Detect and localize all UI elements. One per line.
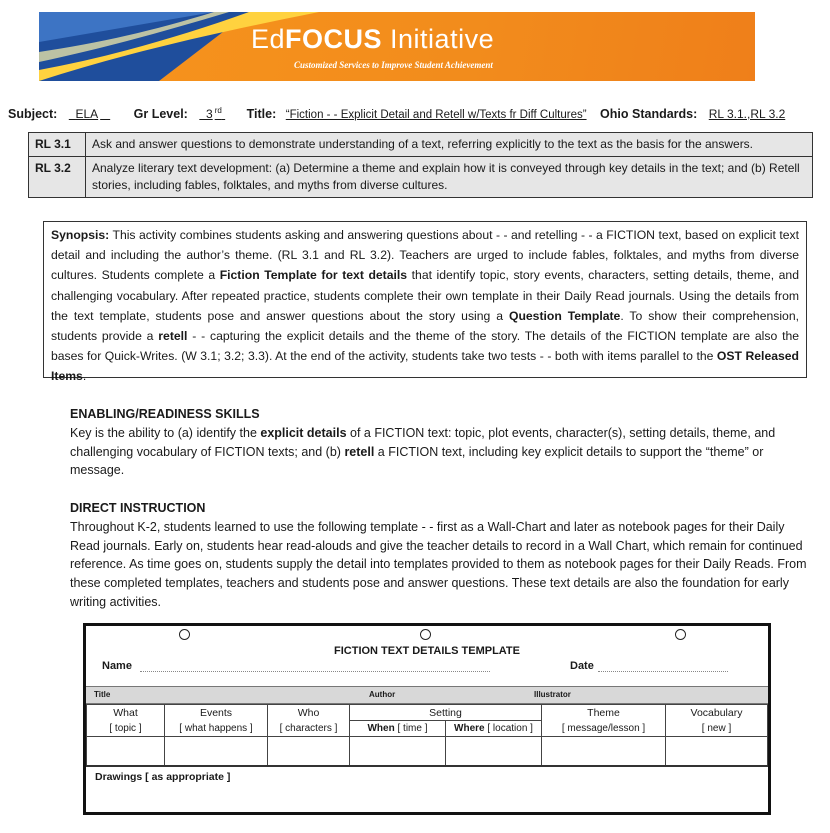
enabling-readiness-section xyxy=(70,405,810,480)
title-label: Title: xyxy=(246,107,277,121)
vocabulary-cell xyxy=(666,737,768,767)
binder-hole-icon xyxy=(420,629,431,640)
when-subheader: When [ time ] xyxy=(350,721,446,737)
date-label: Date xyxy=(570,660,594,672)
ohio-standards-label: Ohio Standards: xyxy=(600,107,698,121)
synopsis-label: Synopsis: xyxy=(51,228,110,242)
theme-subheader: [ message/lesson ] xyxy=(542,721,666,737)
grade-value: 3 $^{rd}$ xyxy=(206,106,222,121)
section-heading: DIRECT INSTRUCTION xyxy=(70,501,206,515)
standard-text: Ask and answer questions to demonstrate understanding of a text, referring explicitly to the text as the basis for the answers. xyxy=(86,133,813,157)
title-author-bar xyxy=(86,686,768,704)
section-body: Throughout K-2, students learned to use the following template - - first as a Wall-Chart and later as notebook pages for their Daily Read journals. Early on, students hear read-alouds and give the teacher details to record in a Wall Chart, which remain for continued reference. As time goes on, students supply the detail into templates provided to them as notebook pages for their Daily Reads. From these completed templates, teachers and students pose and answer questions. These text details are also the foundation for early writing activities. xyxy=(70,519,807,609)
subject-line xyxy=(8,106,830,121)
theme-header: Theme xyxy=(542,705,666,721)
where-cell xyxy=(446,737,542,767)
standard-row xyxy=(29,157,813,198)
who-header: Who xyxy=(268,705,350,721)
subject-value: ELA xyxy=(75,107,99,121)
events-header: Events xyxy=(165,705,268,721)
brand-logo-text: EdFOCUS Initiative xyxy=(251,24,495,54)
illustrator-field-label: Illustrator xyxy=(534,690,571,699)
when-cell xyxy=(350,737,446,767)
edfocus-banner xyxy=(39,12,755,81)
who-subheader: [ characters ] xyxy=(268,721,350,737)
what-cell xyxy=(87,737,165,767)
direct-instruction-section xyxy=(70,499,810,612)
standard-text: Analyze literary text development: (a) Determine a theme and explain how it is conveyed through key details in the text; and (b) Retell stories, including fables, folktales, and myths from diverse cultures. xyxy=(86,157,813,198)
vocabulary-header: Vocabulary xyxy=(666,705,768,721)
title-field-label: Title xyxy=(94,690,111,699)
where-subheader: Where [ location ] xyxy=(446,721,542,737)
standards-table xyxy=(28,132,813,198)
template-entry-row xyxy=(87,737,768,767)
name-line xyxy=(140,671,490,672)
who-cell xyxy=(268,737,350,767)
section-heading: ENABLING/READINESS SKILLS xyxy=(70,407,260,421)
drawings-label: Drawings [ as appropriate ] xyxy=(95,771,231,783)
synopsis-box: Synopsis: This activity combines students asking and answering questions about - - and retelling - - a FICTION text, based on explicit text detail and including the author’s theme. (RL 3.1 and RL 3.2). Teachers are urged to include fables, folktales, and myths from diverse cultures. Students complete a Fiction Template for text details that identify topic, story events, characters, setting details, theme, and challenging vocabulary. After repeated practice, students complete their own template in their Daily Read journals. Using the details from the text template, students pose and answer questions about the story using a Question Template. To show their comprehension, students provide a retell - - capturing the explicit details and the theme of the story. The details of the FICTION template are also the bases for Quick-Writes. (W 3.1; 3.2; 3.3). At the end of the activity, students take two tests - - both with items parallel to the OST Released Items. xyxy=(43,221,807,378)
template-grid xyxy=(86,704,768,767)
standard-code: RL 3.1 xyxy=(29,133,86,157)
binder-hole-icon xyxy=(179,629,190,640)
template-subheader-row xyxy=(87,721,768,737)
vocabulary-subheader: [ new ] xyxy=(666,721,768,737)
binder-hole-icon xyxy=(675,629,686,640)
title-value: “Fiction - - Explicit Detail and Retell w/Texts fr Diff Cultures” xyxy=(285,109,587,121)
template-title: FICTION TEXT DETAILS TEMPLATE xyxy=(334,645,520,657)
ohio-standards-value: RL 3.1.,RL 3.2 xyxy=(708,107,786,121)
date-line xyxy=(598,671,728,672)
standard-code: RL 3.2 xyxy=(29,157,86,198)
grade-label: Gr Level: xyxy=(133,107,188,121)
subject-label: Subject: xyxy=(8,107,58,121)
section-body: Key is the ability to (a) identify the explicit details of a FICTION text: topic, plot events, character(s), setting details, theme, and challenging vocabulary of FICTION texts; and (b) retell a FICTION text, including key explicit details to support the “theme” or message. xyxy=(70,425,776,478)
fiction-details-template xyxy=(83,623,771,815)
what-subheader: [ topic ] xyxy=(87,721,165,737)
events-subheader: [ what happens ] xyxy=(165,721,268,737)
standard-row xyxy=(29,133,813,157)
events-cell xyxy=(165,737,268,767)
template-header-row xyxy=(87,705,768,721)
brand-tagline: Customized Services to Improve Student Achievement xyxy=(294,60,493,70)
name-label: Name xyxy=(102,660,132,672)
what-header: What xyxy=(87,705,165,721)
setting-header: Setting xyxy=(350,705,542,721)
theme-cell xyxy=(542,737,666,767)
author-field-label: Author xyxy=(369,690,396,699)
